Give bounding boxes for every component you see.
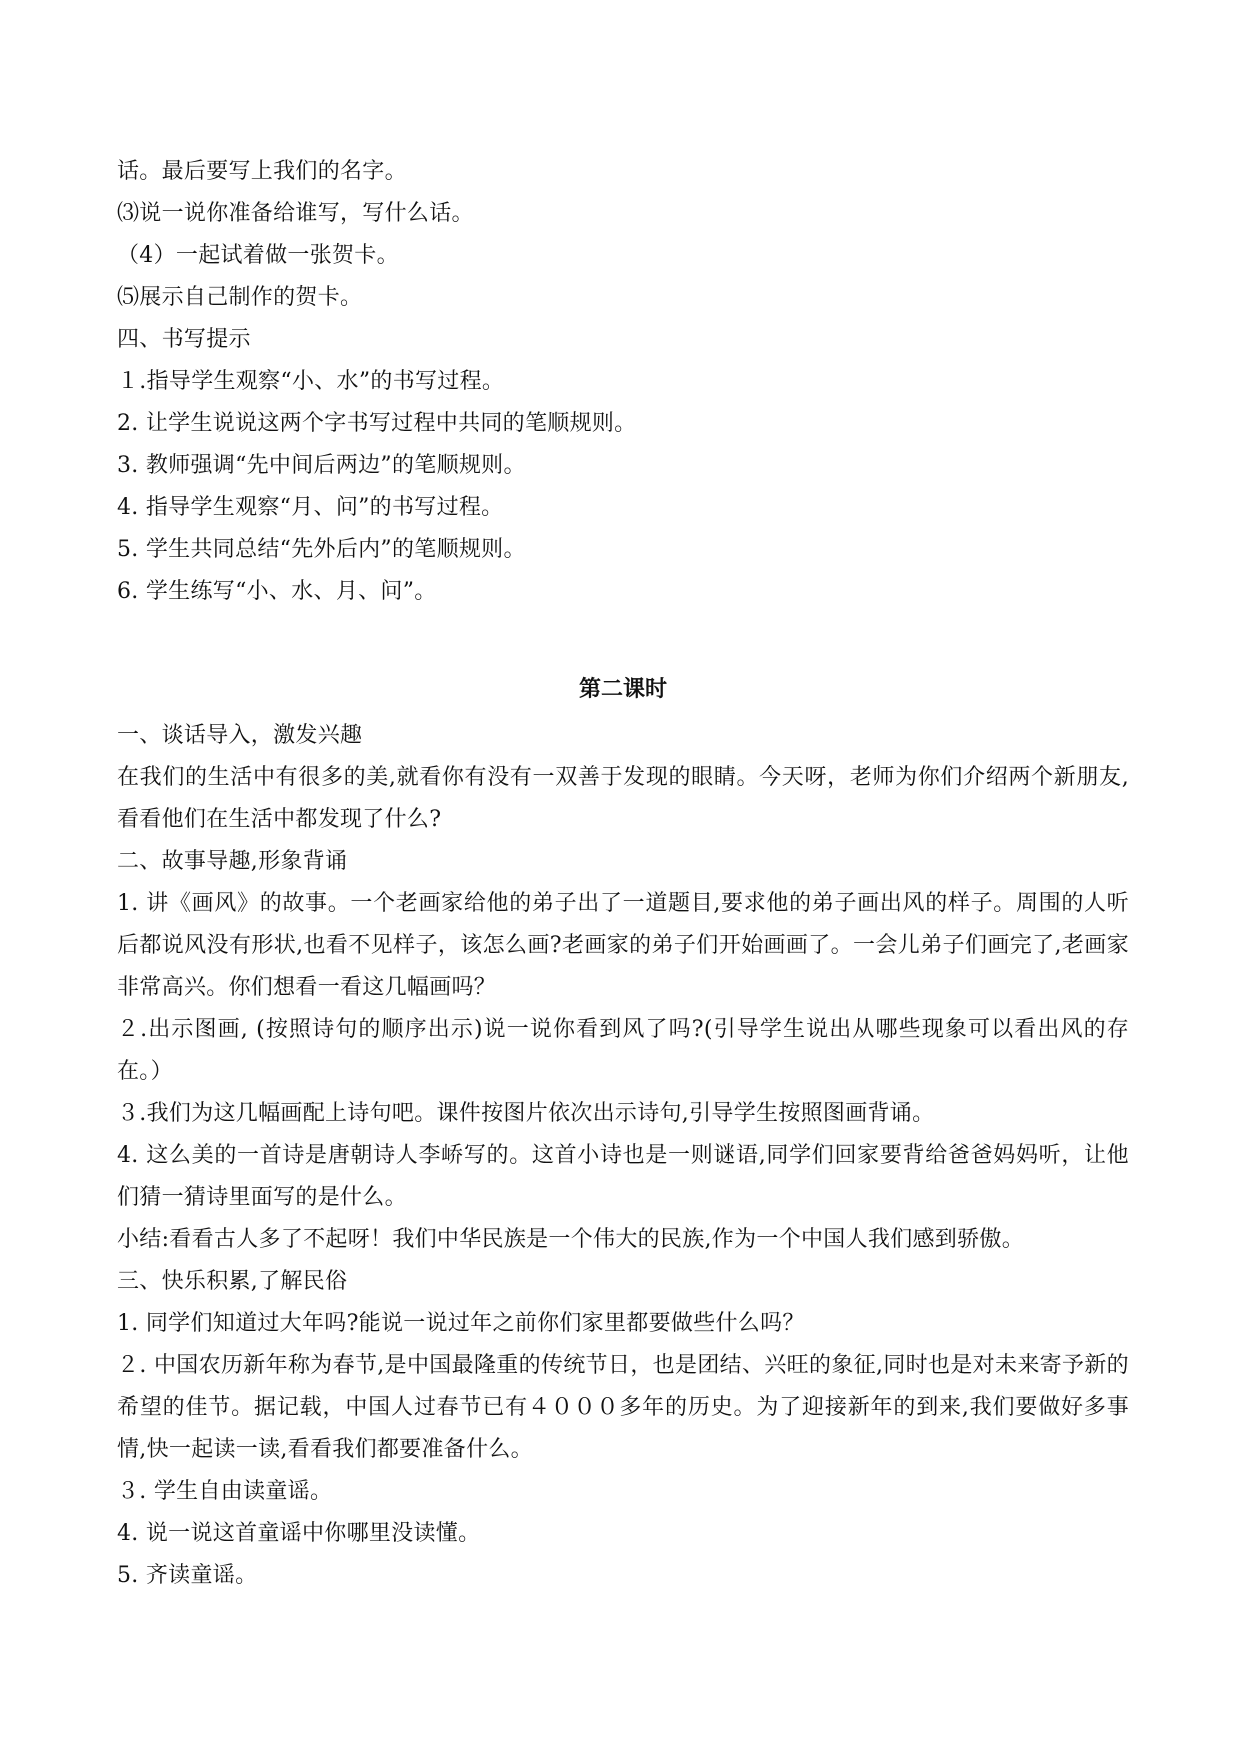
text-line: （4）一起试着做一张贺卡。: [117, 243, 399, 268]
document-page: [117, 151, 1129, 1597]
paragraph: ２. 中国农历新年称为春节,是中国最隆重的传统节日，也是团结、兴旺的象征,同时也是对未来寄予新的希望的佳节。据记载，中国人过春节已有４０００多年的历史。为了迎接新年的到来,我们要做好多事情,快一起读一读,看看我们都要准备什么。: [117, 1353, 1129, 1462]
section-heading: 二、故事导趣,形象背诵: [117, 849, 348, 874]
paragraph: ２.出示图画, (按照诗句的顺序出示)说一说你看到风了吗?(引导学生说出从哪些现象可以看出风的存在。）: [117, 1017, 1129, 1084]
text-line: ３. 学生自由读童谣。: [117, 1479, 333, 1504]
text-line: 6. 学生练写“小、水、月、问”。: [117, 579, 437, 604]
paragraph: 1. 讲《画风》的故事。一个老画家给他的弟子出了一道题目,要求他的弟子画出风的样子。周围的人听后都说风没有形状,也看不见样子，该怎么画?老画家的弟子们开始画画了。一会儿弟子们画完了,老画家非常高兴。你们想看一看这几幅画吗？: [117, 891, 1129, 1000]
section-heading: 三、快乐积累,了解民俗: [117, 1269, 348, 1294]
section-heading-writing-tips: 四、书写提示: [117, 327, 251, 352]
section-heading: 一、谈话导入，激发兴趣: [117, 723, 363, 748]
summary-line: 小结:看看古人多了不起呀！我们中华民族是一个伟大的民族,作为一个中国人我们感到骄傲。: [117, 1227, 1025, 1252]
paragraph: 在我们的生活中有很多的美,就看你有没有一双善于发现的眼睛。今天呀，老师为你们介绍两个新朋友,看看他们在生活中都发现了什么?: [117, 765, 1129, 832]
paragraph: 4. 这么美的一首诗是唐朝诗人李峤写的。这首小诗也是一则谜语,同学们回家要背给爸爸妈妈听，让他们猜一猜诗里面写的是什么。: [117, 1143, 1129, 1210]
text-line: 1. 同学们知道过大年吗?能说一说过年之前你们家里都要做些什么吗？: [117, 1311, 805, 1336]
text-line: ⑸展示自己制作的贺卡。: [117, 285, 363, 310]
text-line: ３.我们为这几幅画配上诗句吧。课件按图片依次出示诗句,引导学生按照图画背诵。: [117, 1101, 935, 1126]
blank-line: [117, 613, 1129, 655]
text-line: 4. 说一说这首童谣中你哪里没读懂。: [117, 1521, 481, 1546]
lesson-title: 第二课时: [578, 677, 667, 702]
text-line: 2. 让学生说说这两个字书写过程中共同的笔顺规则。: [117, 411, 637, 436]
text-line: 5. 学生共同总结“先外后内”的笔顺规则。: [117, 537, 526, 562]
text-line: 5. 齐读童谣。: [117, 1563, 258, 1588]
text-line: 3. 教师强调“先中间后两边”的笔顺规则。: [117, 453, 526, 478]
text-line: 4. 指导学生观察“月、问”的书写过程。: [117, 495, 504, 520]
text-line: １.指导学生观察“小、水”的书写过程。: [117, 369, 505, 394]
text-line: ⑶说一说你准备给谁写，写什么话。: [117, 201, 474, 226]
text-line: 话。最后要写上我们的名字。: [117, 159, 407, 184]
